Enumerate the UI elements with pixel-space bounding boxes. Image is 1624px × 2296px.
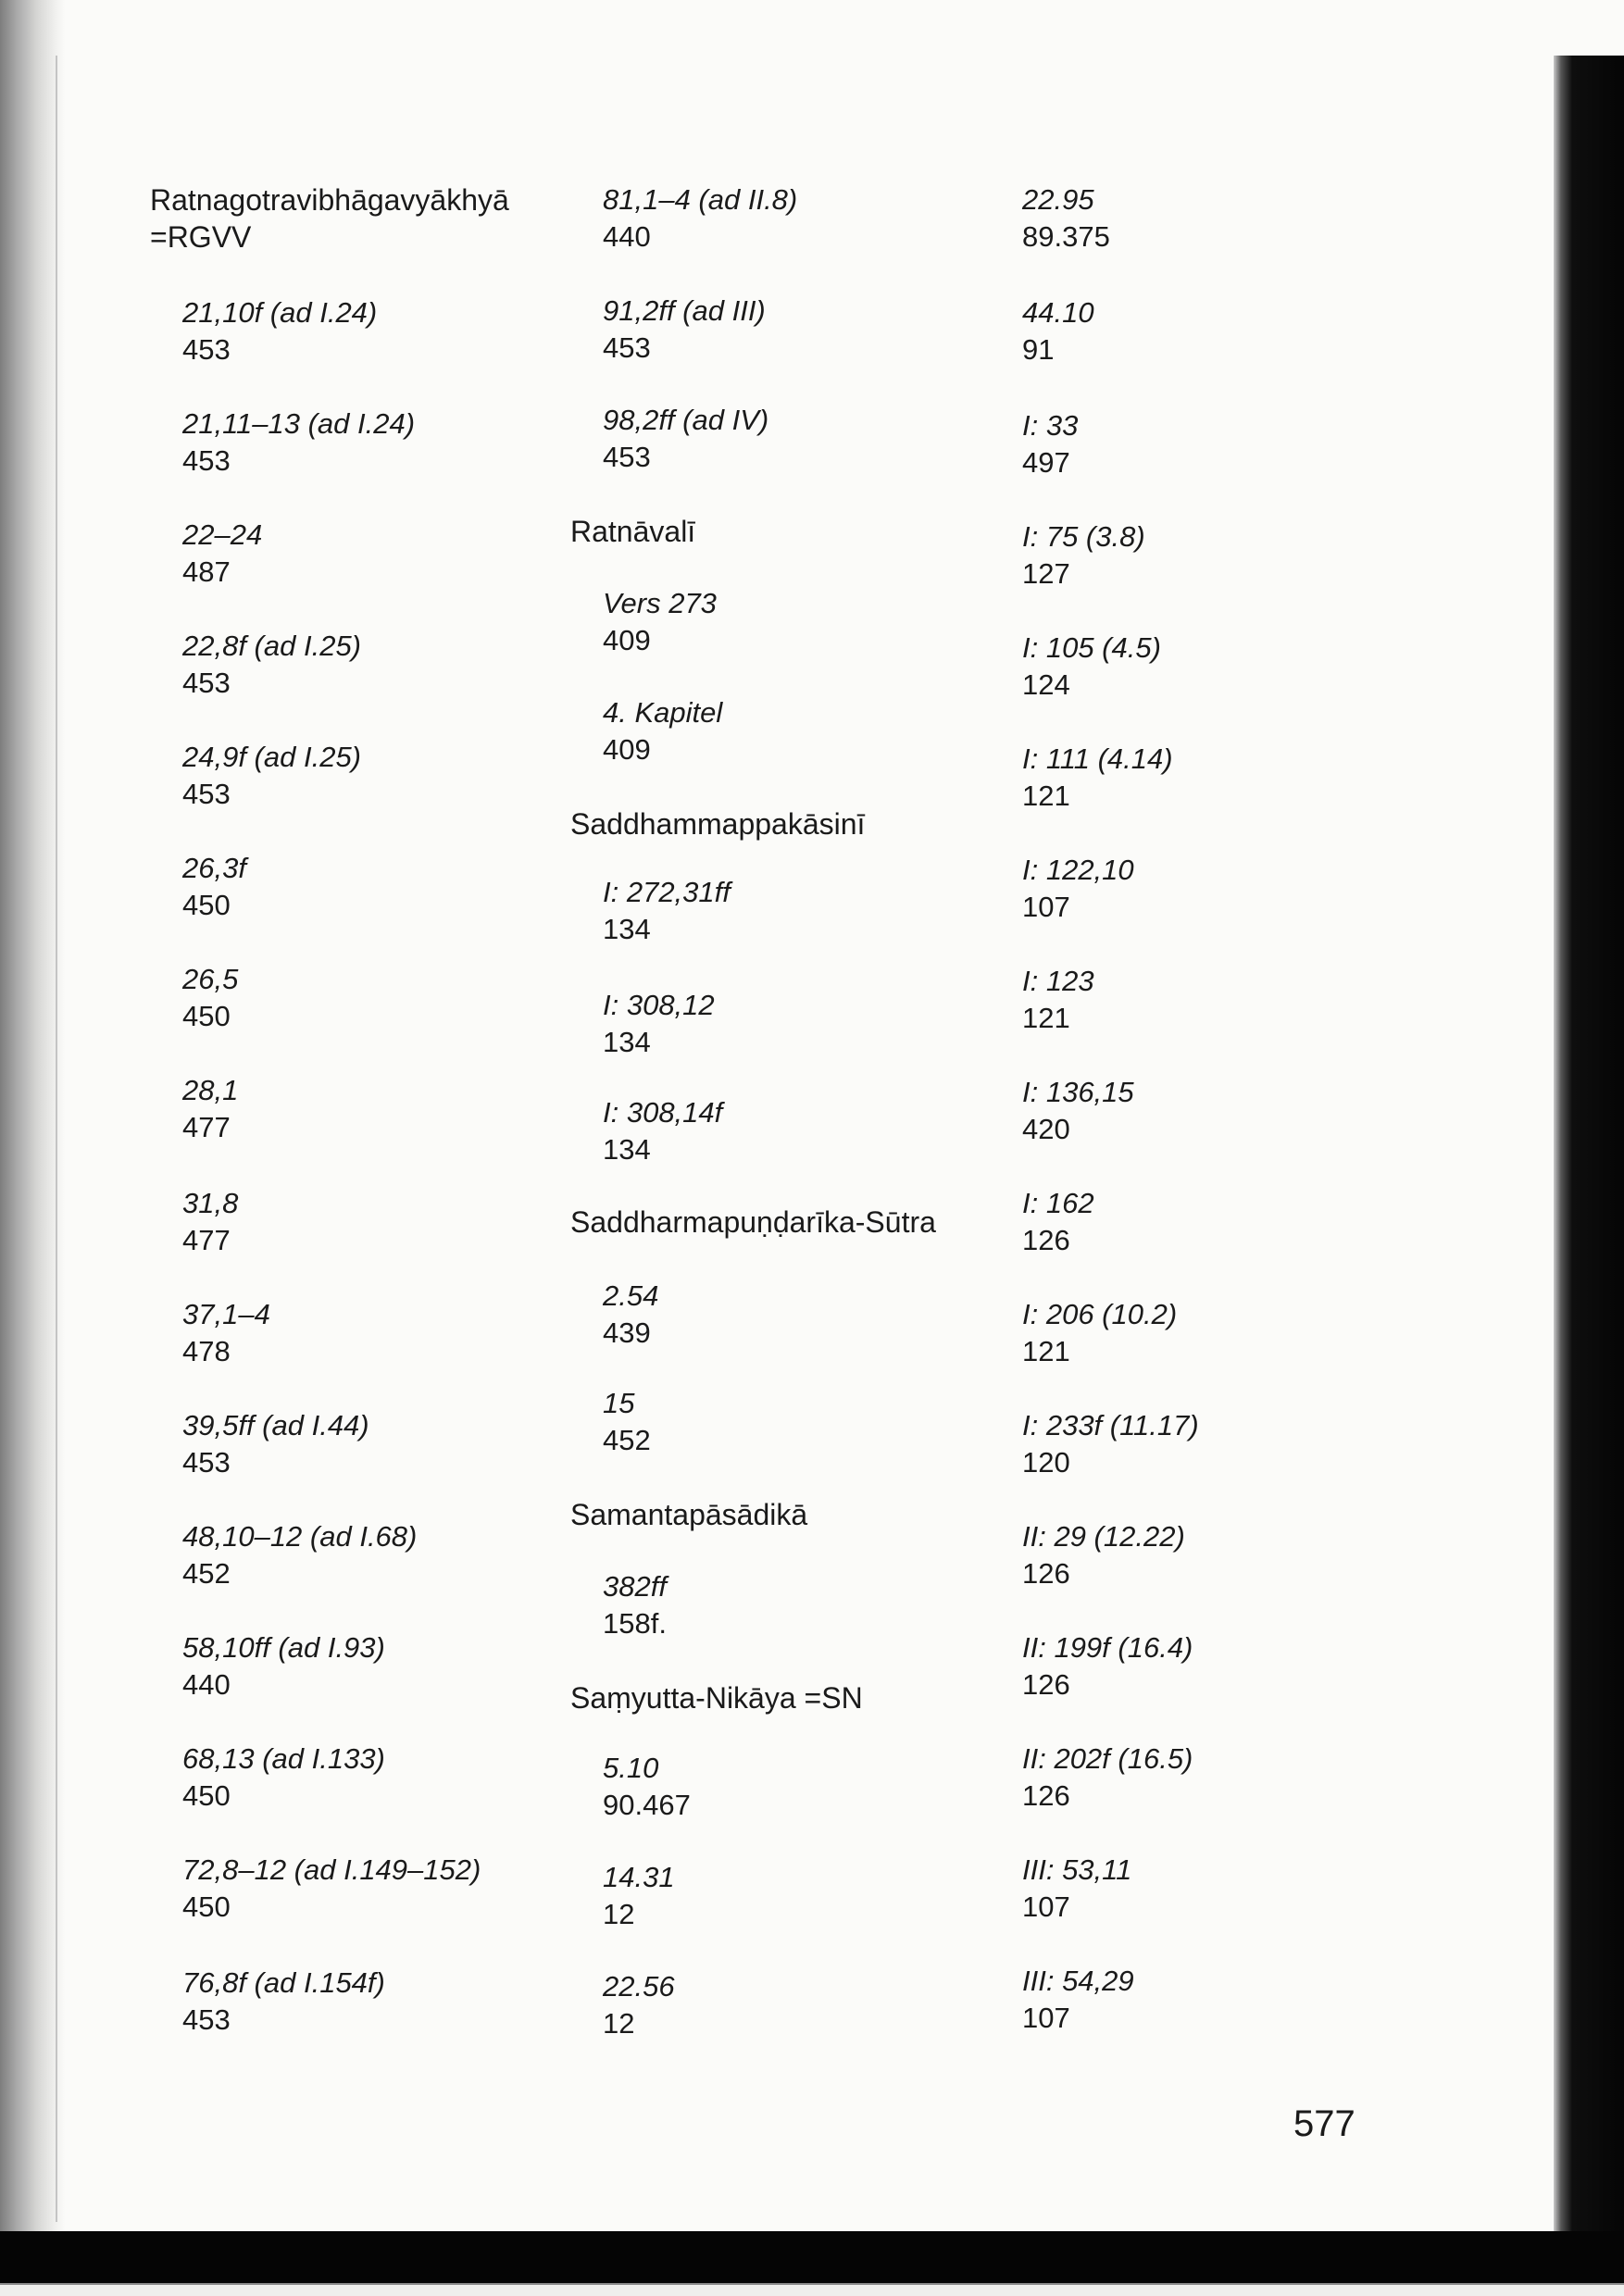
entry-reference: 21,10f (ad I.24)	[182, 296, 378, 329]
index-entry	[182, 517, 262, 591]
entry-reference: 14.31	[603, 1861, 675, 1893]
index-entry	[182, 1072, 238, 1146]
entry-page: 497	[1022, 446, 1070, 479]
entry-reference: 72,8–12 (ad I.149–152)	[182, 1853, 481, 1886]
index-entry	[182, 1741, 385, 1815]
entry-reference: 22.56	[603, 1970, 675, 2003]
index-entry	[182, 1407, 369, 1481]
entry-page: 440	[182, 1668, 231, 1701]
entry-reference: 22.95	[1022, 183, 1094, 216]
entry-page: 126	[1022, 1224, 1070, 1256]
entry-page: 453	[603, 441, 651, 473]
entry-reference: 21,11–13 (ad I.24)	[182, 407, 416, 440]
entry-page: 409	[603, 733, 651, 766]
scan-right-shadow	[1554, 56, 1624, 2240]
entry-page: 126	[1022, 1557, 1070, 1590]
entry-reference: I: 308,12	[603, 989, 715, 1021]
entry-page: 126	[1022, 1779, 1070, 1812]
entry-page: 126	[1022, 1668, 1070, 1701]
entry-reference: 76,8f (ad I.154f)	[182, 1966, 385, 1999]
index-entry	[1022, 1185, 1094, 1259]
entry-page: 107	[1022, 891, 1070, 923]
entry-reference: I: 233f (11.17)	[1022, 1409, 1199, 1441]
index-entry	[182, 1965, 385, 2039]
index-entry	[1022, 1074, 1134, 1148]
scan-bottom-strip	[0, 2283, 1624, 2296]
entry-reference: 91,2ff (ad III)	[603, 294, 766, 327]
heading-line: Ratnagotravibhāgavyākhyā	[150, 183, 509, 217]
entry-page: 453	[603, 331, 651, 364]
binding-line	[56, 56, 57, 2222]
entry-page: 453	[182, 1446, 231, 1479]
entry-page: 134	[603, 1133, 651, 1166]
entry-page: 453	[182, 778, 231, 810]
entry-page: 420	[1022, 1113, 1070, 1145]
entry-page: 439	[603, 1316, 651, 1349]
entry-reference: I: 111 (4.14)	[1022, 742, 1173, 775]
entry-reference: II: 29 (12.22)	[1022, 1520, 1185, 1553]
index-entry	[603, 293, 766, 367]
entry-reference: 37,1–4	[182, 1298, 270, 1330]
entry-page: 124	[1022, 668, 1070, 701]
entry-reference: 39,5ff (ad I.44)	[182, 1409, 369, 1441]
index-entry	[603, 585, 717, 659]
entry-page: 453	[182, 444, 231, 477]
entry-reference: 22–24	[182, 518, 263, 551]
index-entry	[1022, 1741, 1193, 1815]
entry-reference: III: 53,11	[1022, 1853, 1132, 1886]
entry-reference: Vers 273	[603, 587, 717, 619]
entry-page: 450	[182, 889, 231, 921]
entry-page: 121	[1022, 1002, 1070, 1034]
index-entry	[182, 1296, 270, 1370]
entry-reference: 382ff	[603, 1570, 667, 1603]
entry-reference: I: 136,15	[1022, 1076, 1134, 1108]
entry-page: 409	[603, 624, 651, 656]
index-entry	[603, 1968, 675, 2042]
index-entry	[1022, 963, 1094, 1037]
entry-page: 452	[182, 1557, 231, 1590]
entry-reference: II: 199f (16.4)	[1022, 1631, 1193, 1664]
index-entry	[603, 402, 768, 476]
index-entry	[603, 1750, 691, 1824]
index-entry	[1022, 1963, 1134, 2037]
index-entry	[182, 850, 246, 924]
index-entry	[182, 628, 361, 702]
entry-reference: I: 122,10	[1022, 854, 1134, 886]
index-entry	[1022, 1518, 1185, 1592]
index-heading: Saddharmapuṇḍarīka-Sūtra	[570, 1205, 936, 1239]
entry-reference: I: 75 (3.8)	[1022, 520, 1145, 553]
entry-page: 477	[182, 1111, 231, 1143]
entry-reference: 26,5	[182, 963, 239, 995]
entry-reference: 48,10–12 (ad I.68)	[182, 1520, 418, 1553]
entry-reference: 58,10ff (ad I.93)	[182, 1631, 385, 1664]
index-entry	[182, 1852, 481, 1926]
entry-reference: 26,3f	[182, 852, 246, 884]
index-heading: Saddhammappakāsinī	[570, 807, 866, 841]
entry-page: 158f.	[603, 1607, 667, 1640]
index-entry	[603, 874, 731, 948]
entry-page: 134	[603, 1026, 651, 1058]
index-entry	[1022, 1407, 1199, 1481]
index-entry	[182, 1629, 385, 1703]
scan-bottom-line	[0, 2283, 1624, 2285]
index-entry	[1022, 1296, 1177, 1370]
entry-reference: 15	[603, 1387, 635, 1419]
index-entry	[603, 694, 722, 768]
entry-page: 120	[1022, 1446, 1070, 1479]
entry-reference: 4. Kapitel	[603, 696, 723, 729]
index-entry	[182, 1185, 238, 1259]
index-entry	[1022, 294, 1094, 368]
entry-reference: II: 202f (16.5)	[1022, 1742, 1193, 1775]
entry-page: 478	[182, 1335, 231, 1367]
entry-page: 487	[182, 555, 231, 588]
index-entry	[182, 406, 415, 480]
index-entry	[1022, 407, 1078, 481]
entry-reference: I: 105 (4.5)	[1022, 631, 1161, 664]
index-heading: Samantapāsādikā	[570, 1498, 808, 1531]
index-entry	[182, 294, 377, 368]
entry-page: 121	[1022, 780, 1070, 812]
entry-page: 453	[182, 2003, 231, 2036]
index-entry	[603, 1094, 722, 1168]
index-entry	[603, 987, 715, 1061]
entry-reference: 68,13 (ad I.133)	[182, 1742, 385, 1775]
entry-reference: I: 162	[1022, 1187, 1094, 1219]
index-entry	[182, 1518, 417, 1592]
entry-reference: I: 308,14f	[603, 1096, 723, 1129]
entry-page: 440	[603, 220, 651, 253]
index-entry	[603, 1859, 675, 1933]
entry-reference: I: 206 (10.2)	[1022, 1298, 1178, 1330]
entry-page: 450	[182, 1890, 231, 1923]
index-heading: Ratnāvalī	[570, 515, 696, 548]
entry-reference: 24,9f (ad I.25)	[182, 741, 362, 773]
index-heading: Saṃyutta-Nikāya =SN	[570, 1681, 863, 1715]
entry-page: 107	[1022, 2002, 1070, 2034]
entry-reference: I: 123	[1022, 965, 1094, 997]
entry-reference: 2.54	[603, 1279, 659, 1312]
index-entry	[603, 1568, 667, 1642]
entry-page: 453	[182, 333, 231, 366]
entry-page: 450	[182, 1000, 231, 1032]
entry-page: 477	[182, 1224, 231, 1256]
index-entry	[603, 1278, 658, 1352]
entry-page: 12	[603, 1898, 635, 1930]
entry-reference: 5.10	[603, 1752, 659, 1784]
index-entry	[1022, 1852, 1131, 1926]
index-entry	[1022, 1629, 1193, 1703]
entry-reference: 28,1	[182, 1074, 239, 1106]
entry-page: 121	[1022, 1335, 1070, 1367]
heading-line: =RGVV	[150, 220, 252, 254]
entry-page: 90.467	[603, 1789, 691, 1821]
entry-reference: 31,8	[182, 1187, 239, 1219]
entry-reference: 81,1–4 (ad II.8)	[603, 183, 798, 216]
entry-reference: 98,2ff (ad IV)	[603, 404, 769, 436]
page-number: 577	[1293, 2103, 1355, 2144]
entry-page: 452	[603, 1424, 651, 1456]
index-entry	[603, 1385, 651, 1459]
entry-page: 12	[603, 2007, 635, 2040]
entry-reference: 44.10	[1022, 296, 1094, 329]
index-entry	[1022, 181, 1110, 256]
index-entry	[1022, 518, 1145, 593]
index-entry	[1022, 852, 1134, 926]
index-heading	[150, 181, 509, 256]
index-entry	[1022, 741, 1173, 815]
entry-page: 134	[603, 913, 651, 945]
index-entry	[182, 739, 361, 813]
entry-page: 91	[1022, 333, 1055, 366]
entry-page: 89.375	[1022, 220, 1110, 253]
entry-reference: I: 272,31ff	[603, 876, 731, 908]
index-entry	[603, 181, 797, 256]
entry-page: 127	[1022, 557, 1070, 590]
index-entry	[1022, 630, 1161, 704]
entry-page: 450	[182, 1779, 231, 1812]
entry-page: 453	[182, 667, 231, 699]
entry-reference: 22,8f (ad I.25)	[182, 630, 362, 662]
entry-reference: I: 33	[1022, 409, 1079, 442]
index-entry	[182, 961, 238, 1035]
entry-page: 107	[1022, 1890, 1070, 1923]
entry-reference: III: 54,29	[1022, 1965, 1134, 1997]
